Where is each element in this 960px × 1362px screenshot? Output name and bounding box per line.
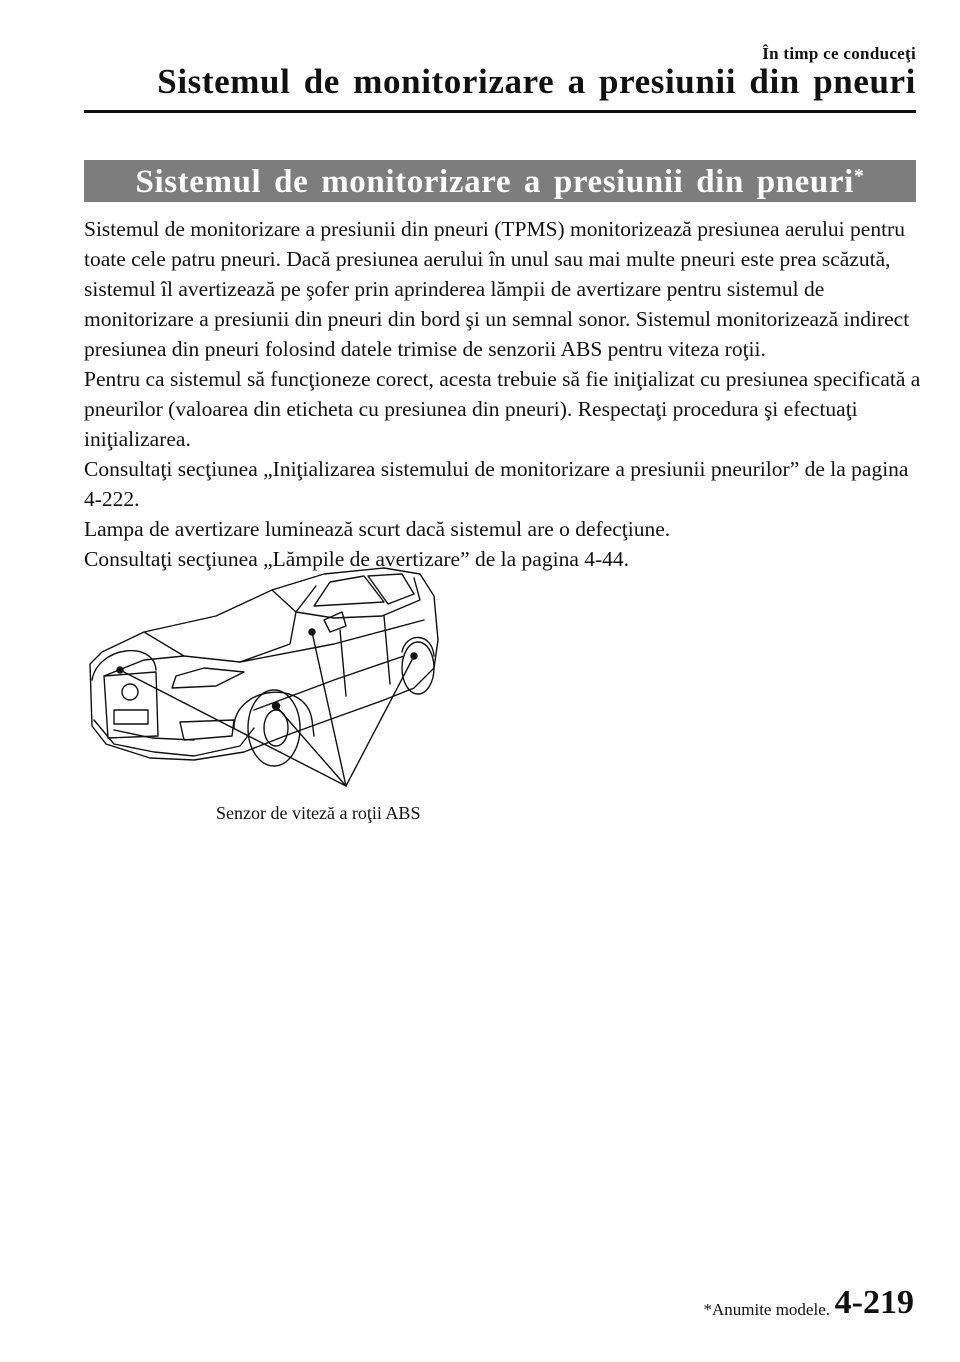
car-drawing (84, 560, 444, 832)
paragraph-reference-initialization: Consultaţi secţiunea „Iniţializarea sistemului de monitorizare a presiunii pneurilor” de la pagina 4-222. (84, 457, 909, 511)
paragraph-intro: Sistemul de monitorizare a presiunii din pneuri (TPMS) monitorizează presiunea aerului pentru toate cele patru pneuri. Dacă presiunea aerului în unul sau mai multe pneuri este prea scăzută, sistemul îl avertizează pe şofer prin aprinderea lămpii de avertizare pentru sistemul de monitorizare a presiunii din pneuri din bord şi un semnal sonor. Sistemul monitorizează indirect presiunea din pneuri folosind datele trimise de senzorii ABS pentru viteza roţii. (84, 217, 910, 361)
figure-caption: Senzor de viteză a roţii ABS (216, 803, 421, 823)
section-banner (84, 160, 916, 202)
paragraph-warning-lamp: Lampa de avertizare luminează scurt dacă sistemul are o defecţiune. (84, 517, 671, 541)
header-section-label: În timp ce conduceţi (762, 44, 916, 63)
paragraph-reference-lamps: Consultaţi secţiunea „Lămpile de avertizare” de la pagina 4-44. (84, 547, 630, 571)
page-number: 4-219 (834, 1284, 914, 1321)
paragraph-initialization: Pentru ca sistemul să funcţioneze corect, acesta trebuie să fie iniţializat cu presiunea specificată a pneurilor (valoarea din eticheta cu presiunea din pneuri). Respectaţi procedura şi efectuaţi iniţializarea. (84, 367, 921, 451)
body-text (84, 214, 924, 574)
header-divider (84, 110, 916, 113)
banner-asterisk: * (853, 165, 865, 187)
header-title: Sistemul de monitorizare a presiunii din pneuri (157, 62, 916, 101)
car-abs-sensor-illustration (84, 560, 444, 832)
footnote: *Anumite modele. (703, 1300, 830, 1319)
banner-title: Sistemul de monitorizare a presiunii din pneuri (135, 164, 854, 200)
